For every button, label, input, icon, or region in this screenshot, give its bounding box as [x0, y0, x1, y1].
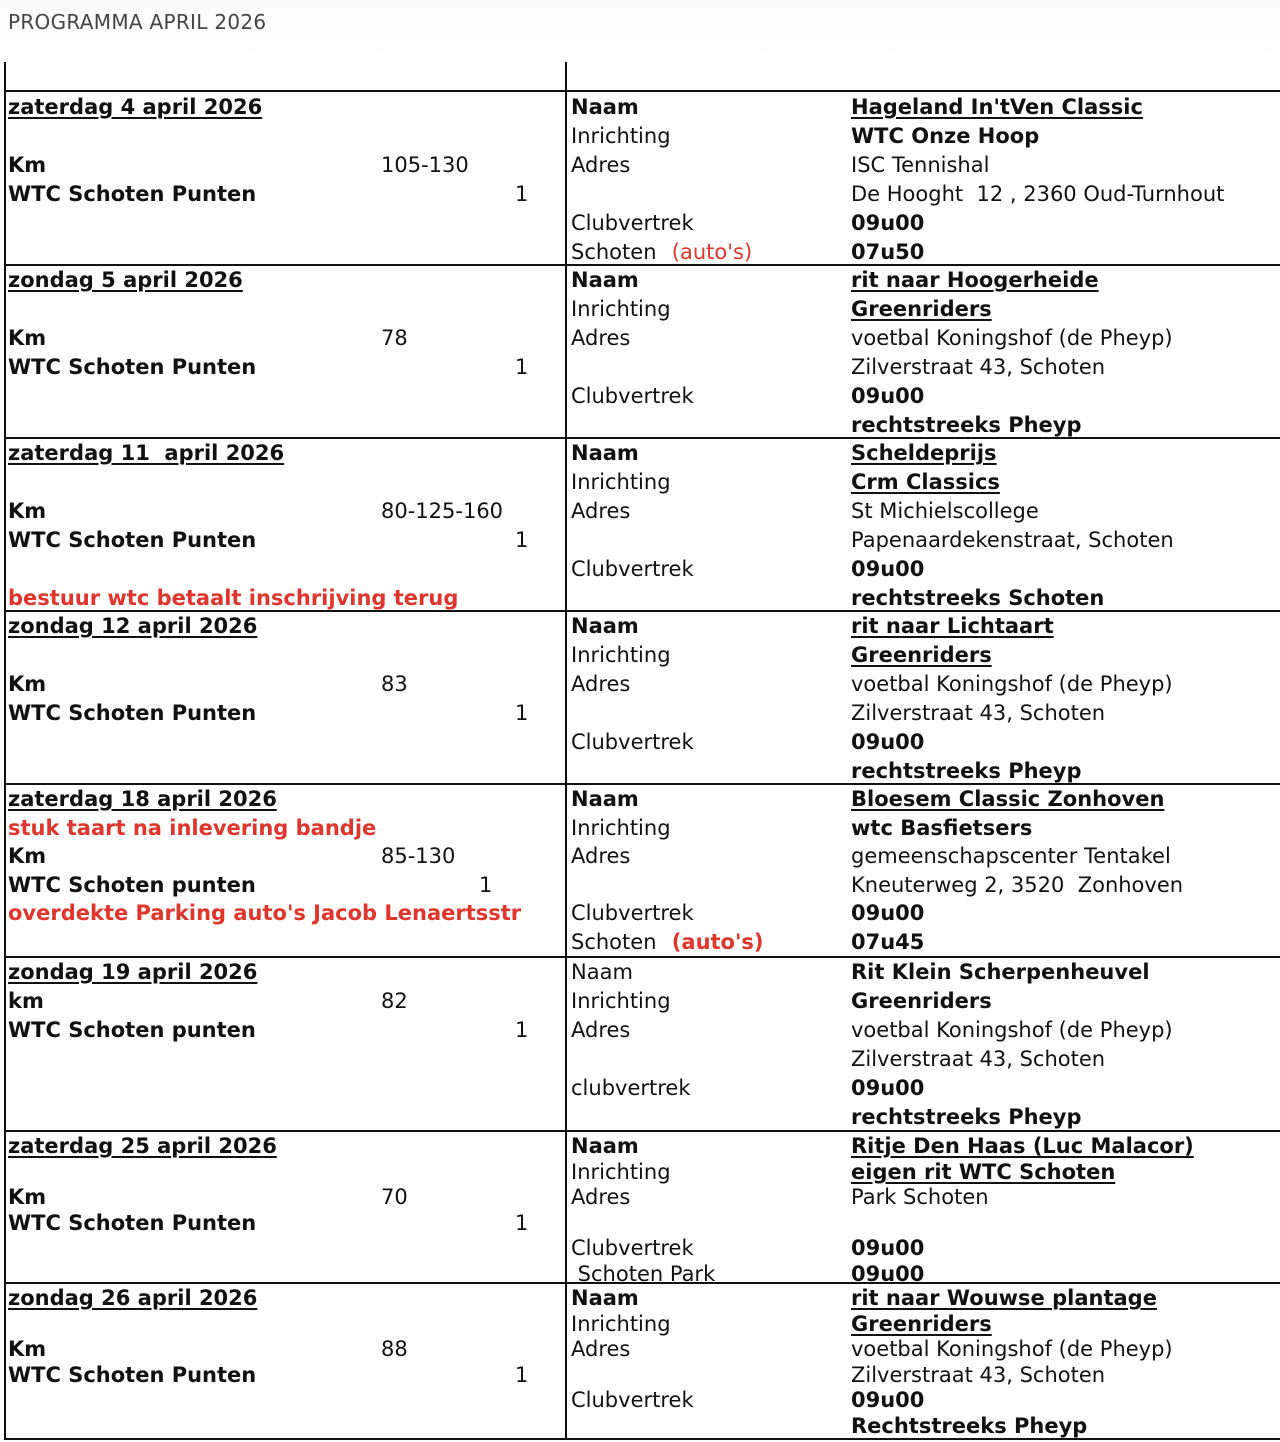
address-line: ISC Tennishal	[851, 153, 990, 177]
clubvertrek-label: Clubvertrek	[571, 730, 694, 754]
row-divider	[4, 437, 1280, 439]
extra-value: rechtstreeks Schoten	[851, 586, 1105, 610]
punten-value: 1	[515, 355, 529, 379]
event-date: zondag 5 april 2026	[8, 268, 243, 292]
event-date: zondag 26 april 2026	[8, 1286, 258, 1310]
address-line: voetbal Koningshof (de Pheyp)	[851, 672, 1173, 696]
punten-value: 1	[515, 701, 529, 725]
adres-label: Adres	[571, 153, 631, 177]
inrichting-label: Inrichting	[571, 124, 671, 148]
organizer: Greenriders	[851, 643, 992, 667]
departure-time: 09u00	[851, 901, 925, 925]
organizer: wtc Basfietsers	[851, 816, 1033, 840]
extra-value: 07u45	[851, 930, 925, 954]
clubvertrek-label: Clubvertrek	[571, 557, 694, 581]
event-name: Hageland In'tVen Classic	[851, 95, 1143, 119]
extra-value: 07u50	[851, 240, 925, 264]
address-line: Zilverstraat 43, Schoten	[851, 1047, 1106, 1071]
cars-note: (auto's)	[671, 930, 764, 954]
naam-label: Naam	[571, 268, 639, 292]
punten-label: WTC Schoten punten	[8, 873, 256, 897]
extra-label: Schoten	[571, 930, 664, 954]
event-note: overdekte Parking auto's Jacob Lenaertsstr	[8, 901, 522, 925]
punten-value: 1	[515, 1211, 529, 1235]
naam-label: Naam	[571, 787, 639, 811]
punten-label: WTC Schoten Punten	[8, 182, 257, 206]
event-date: zaterdag 18 april 2026	[8, 787, 277, 811]
punten-value: 1	[515, 182, 529, 206]
punten-label: WTC Schoten Punten	[8, 355, 257, 379]
clubvertrek-label: Clubvertrek	[571, 384, 694, 408]
adres-label: Adres	[571, 1185, 631, 1209]
punten-label: WTC Schoten punten	[8, 1018, 256, 1042]
address-line: Papenaardekenstraat, Schoten	[851, 528, 1174, 552]
event-name: Rit Klein Scherpenheuvel	[851, 960, 1150, 984]
table-border-left	[4, 62, 6, 1440]
adres-label: Adres	[571, 326, 631, 350]
address-line: voetbal Koningshof (de Pheyp)	[851, 326, 1173, 350]
km-label: Km	[8, 1185, 47, 1209]
extra-value: rechtstreeks Pheyp	[851, 759, 1082, 783]
organizer: Greenriders	[851, 1312, 992, 1336]
naam-label: Naam	[571, 960, 633, 984]
km-label: Km	[8, 499, 47, 523]
extra-value: rechtstreeks Pheyp	[851, 1105, 1082, 1129]
km-value: 85-130	[381, 844, 456, 868]
departure-time: 09u00	[851, 1236, 925, 1260]
event-name: rit naar Lichtaart	[851, 614, 1054, 638]
clubvertrek-label: Clubvertrek	[571, 211, 694, 235]
km-value: 82	[381, 989, 408, 1013]
event-name: Ritje Den Haas (Luc Malacor)	[851, 1134, 1194, 1158]
address-line: voetbal Koningshof (de Pheyp)	[851, 1337, 1173, 1361]
punten-value: 1	[479, 873, 493, 897]
event-name: Scheldeprijs	[851, 441, 997, 465]
punten-value: 1	[515, 1018, 529, 1042]
adres-label: Adres	[571, 844, 631, 868]
organizer: WTC Onze Hoop	[851, 124, 1040, 148]
cars-note: (auto's)	[671, 240, 753, 264]
adres-label: Adres	[571, 1337, 631, 1361]
punten-value: 1	[515, 528, 529, 552]
row-divider	[4, 1438, 1280, 1440]
departure-time: 09u00	[851, 730, 925, 754]
naam-label: Naam	[571, 1286, 639, 1310]
departure-time: 09u00	[851, 211, 925, 235]
row-divider	[4, 956, 1280, 958]
event-date: zaterdag 11 april 2026	[8, 441, 285, 465]
km-value: 70	[381, 1185, 408, 1209]
inrichting-label: Inrichting	[571, 1160, 671, 1184]
event-date: zondag 19 april 2026	[8, 960, 258, 984]
address-line: gemeenschapscenter Tentakel	[851, 844, 1171, 868]
extra-label: Schoten Park	[571, 1262, 716, 1286]
km-value: 80-125-160	[381, 499, 504, 523]
address-line: Park Schoten	[851, 1185, 989, 1209]
page-title: PROGRAMMA APRIL 2026	[8, 10, 267, 34]
extra-label: Schoten	[571, 240, 664, 264]
extra-value: rechtstreeks Pheyp	[851, 413, 1082, 437]
row-divider	[4, 1130, 1280, 1132]
km-value: 83	[381, 672, 408, 696]
event-date: zaterdag 25 april 2026	[8, 1134, 277, 1158]
clubvertrek-label: Clubvertrek	[571, 1388, 694, 1412]
row-divider	[4, 783, 1280, 785]
event-name: Bloesem Classic Zonhoven	[851, 787, 1165, 811]
punten-label: WTC Schoten Punten	[8, 701, 257, 725]
km-label: Km	[8, 153, 47, 177]
clubvertrek-label: Clubvertrek	[571, 901, 694, 925]
punten-label: WTC Schoten Punten	[8, 528, 257, 552]
punten-label: WTC Schoten Punten	[8, 1211, 257, 1235]
km-label: Km	[8, 844, 47, 868]
inrichting-label: Inrichting	[571, 643, 671, 667]
address-line: Zilverstraat 43, Schoten	[851, 1363, 1106, 1387]
naam-label: Naam	[571, 614, 639, 638]
km-value: 88	[381, 1337, 408, 1361]
km-label: Km	[8, 1337, 47, 1361]
inrichting-label: Inrichting	[571, 816, 671, 840]
inrichting-label: Inrichting	[571, 470, 671, 494]
km-value: 105-130	[381, 153, 469, 177]
km-label: Km	[8, 326, 47, 350]
punten-value: 1	[515, 1363, 529, 1387]
organizer: Crm Classics	[851, 470, 1000, 494]
event-date: zaterdag 4 april 2026	[8, 95, 263, 119]
departure-time: 09u00	[851, 384, 925, 408]
adres-label: Adres	[571, 672, 631, 696]
departure-time: 09u00	[851, 1076, 925, 1100]
table-divider-middle	[565, 62, 567, 1440]
inrichting-label: Inrichting	[571, 989, 671, 1013]
inrichting-label: Inrichting	[571, 297, 671, 321]
address-line: voetbal Koningshof (de Pheyp)	[851, 1018, 1173, 1042]
adres-label: Adres	[571, 499, 631, 523]
extra-value: Rechtstreeks Pheyp	[851, 1414, 1088, 1438]
adres-label: Adres	[571, 1018, 631, 1042]
table-border-top	[4, 90, 1280, 92]
departure-time: 09u00	[851, 1388, 925, 1412]
punten-label: WTC Schoten Punten	[8, 1363, 257, 1387]
event-name: rit naar Hoogerheide	[851, 268, 1099, 292]
naam-label: Naam	[571, 1134, 639, 1158]
clubvertrek-label: clubvertrek	[571, 1076, 691, 1100]
km-label: Km	[8, 672, 47, 696]
extra-value: 09u00	[851, 1262, 925, 1286]
address-line: Zilverstraat 43, Schoten	[851, 355, 1106, 379]
clubvertrek-label: Clubvertrek	[571, 1236, 694, 1260]
organizer: Greenriders	[851, 297, 992, 321]
km-value: 78	[381, 326, 408, 350]
departure-time: 09u00	[851, 557, 925, 581]
naam-label: Naam	[571, 95, 639, 119]
km-label: km	[8, 989, 44, 1013]
address-line: De Hooght 12 , 2360 Oud-Turnhout	[851, 182, 1225, 206]
organizer: Greenriders	[851, 989, 992, 1013]
address-line: St Michielscollege	[851, 499, 1039, 523]
address-line: Kneuterweg 2, 3520 Zonhoven	[851, 873, 1184, 897]
event-note: bestuur wtc betaalt inschrijving terug	[8, 586, 459, 610]
inrichting-label: Inrichting	[571, 1312, 671, 1336]
address-line: Zilverstraat 43, Schoten	[851, 701, 1106, 725]
event-date: zondag 12 april 2026	[8, 614, 258, 638]
event-name: rit naar Wouwse plantage	[851, 1286, 1157, 1310]
naam-label: Naam	[571, 441, 639, 465]
event-note: stuk taart na inlevering bandje	[8, 816, 377, 840]
organizer: eigen rit WTC Schoten	[851, 1160, 1116, 1184]
